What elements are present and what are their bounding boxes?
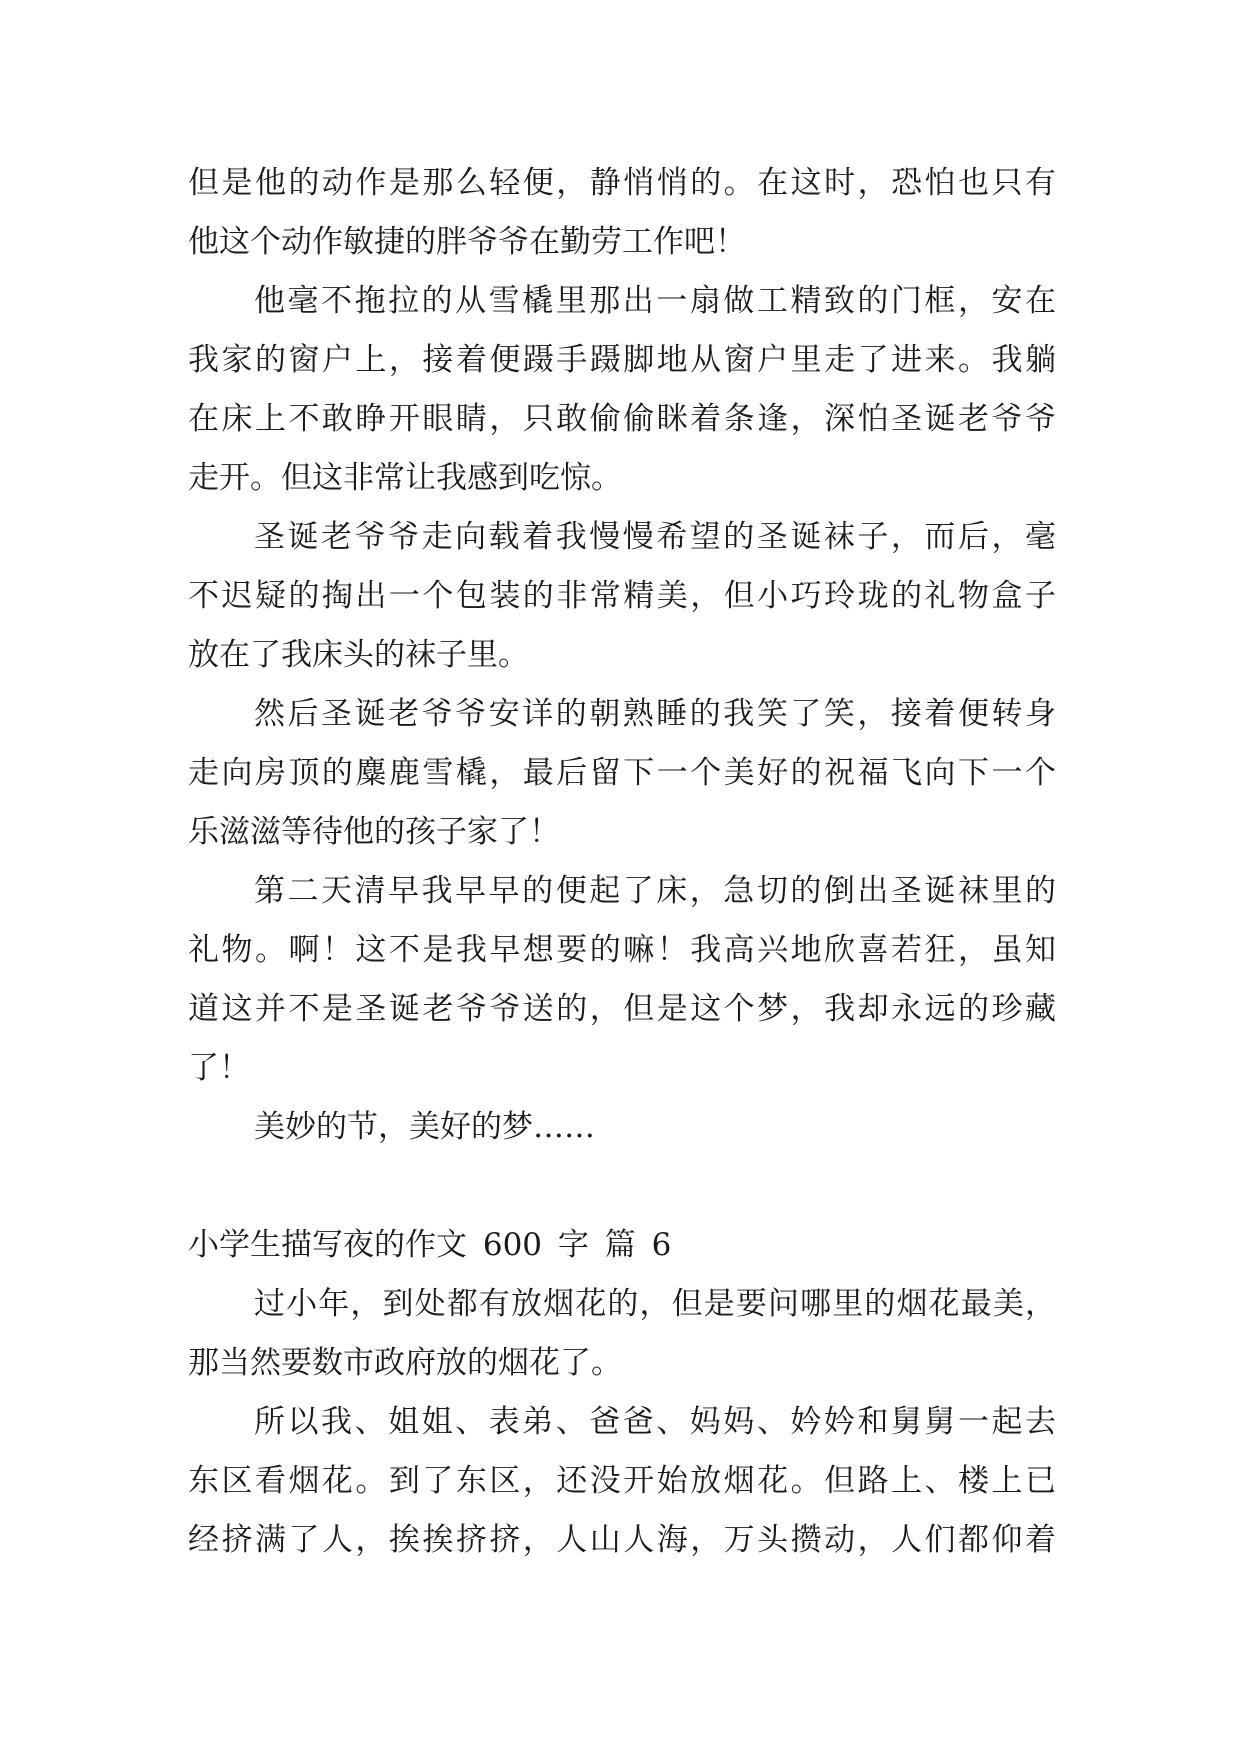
paragraph-first-line: 过小年，到处都有放烟花的，但是要问哪里的烟花最美，: [254, 1286, 1056, 1322]
paragraph-first-line: 他毫不拖拉的从雪橇里那出一扇做工精致的门框，安在: [254, 283, 1056, 319]
section-heading: 小学生描写夜的作文 600 字 篇 6: [188, 1227, 672, 1263]
paragraph-line: 他这个动作敏捷的胖爷爷在勤劳工作吧！: [188, 224, 746, 260]
paragraph-first-line: 圣诞老爷爷走向载着我慢慢希望的圣诞袜子，而后，毫: [254, 519, 1056, 555]
paragraph-line: 不迟疑的掏出一个包装的非常精美，但小巧玲珑的礼物盒子: [188, 578, 1056, 614]
paragraph-line: 走开。但这非常让我感到吃惊。: [188, 460, 622, 496]
paragraph-line: 我家的窗户上，接着便蹑手蹑脚地从窗户里走了进来。我躺: [188, 342, 1056, 378]
paragraph-line: 放在了我床头的袜子里。: [188, 637, 529, 673]
paragraph-line: 走向房顶的麋鹿雪橇，最后留下一个美好的祝福飞向下一个: [188, 755, 1056, 791]
paragraph-first-line: 所以我、姐姐、表弟、爸爸、妈妈、妗妗和舅舅一起去: [254, 1404, 1056, 1440]
paragraph-first-line: 第二天清早我早早的便起了床，急切的倒出圣诞袜里的: [254, 873, 1056, 909]
paragraph-line: 东区看烟花。到了东区，还没开始放烟花。但路上、楼上已: [188, 1463, 1056, 1499]
paragraph-line: 经挤满了人，挨挨挤挤，人山人海，万头攒动，人们都仰着: [188, 1522, 1056, 1558]
paragraph-line: 但是他的动作是那么轻便，静悄悄的。在这时，恐怕也只有: [188, 165, 1056, 201]
paragraph-line: 乐滋滋等待他的孩子家了！: [188, 814, 560, 850]
paragraph-line: 那当然要数市政府放的烟花了。: [188, 1345, 622, 1381]
paragraph-line: 了！: [188, 1050, 250, 1086]
paragraph-line: 礼物。啊！这不是我早想要的嘛！我高兴地欣喜若狂，虽知: [188, 932, 1056, 968]
paragraph-line: 道这并不是圣诞老爷爷送的，但是这个梦，我却永远的珍藏: [188, 991, 1056, 1027]
paragraph-first-line: 然后圣诞老爷爷安详的朝熟睡的我笑了笑，接着便转身: [254, 696, 1056, 732]
paragraph-first-line: 美妙的节，美好的梦……: [254, 1109, 595, 1145]
paragraph-line: 在床上不敢睁开眼睛，只敢偷偷眯着条逢，深怕圣诞老爷爷: [188, 401, 1056, 437]
